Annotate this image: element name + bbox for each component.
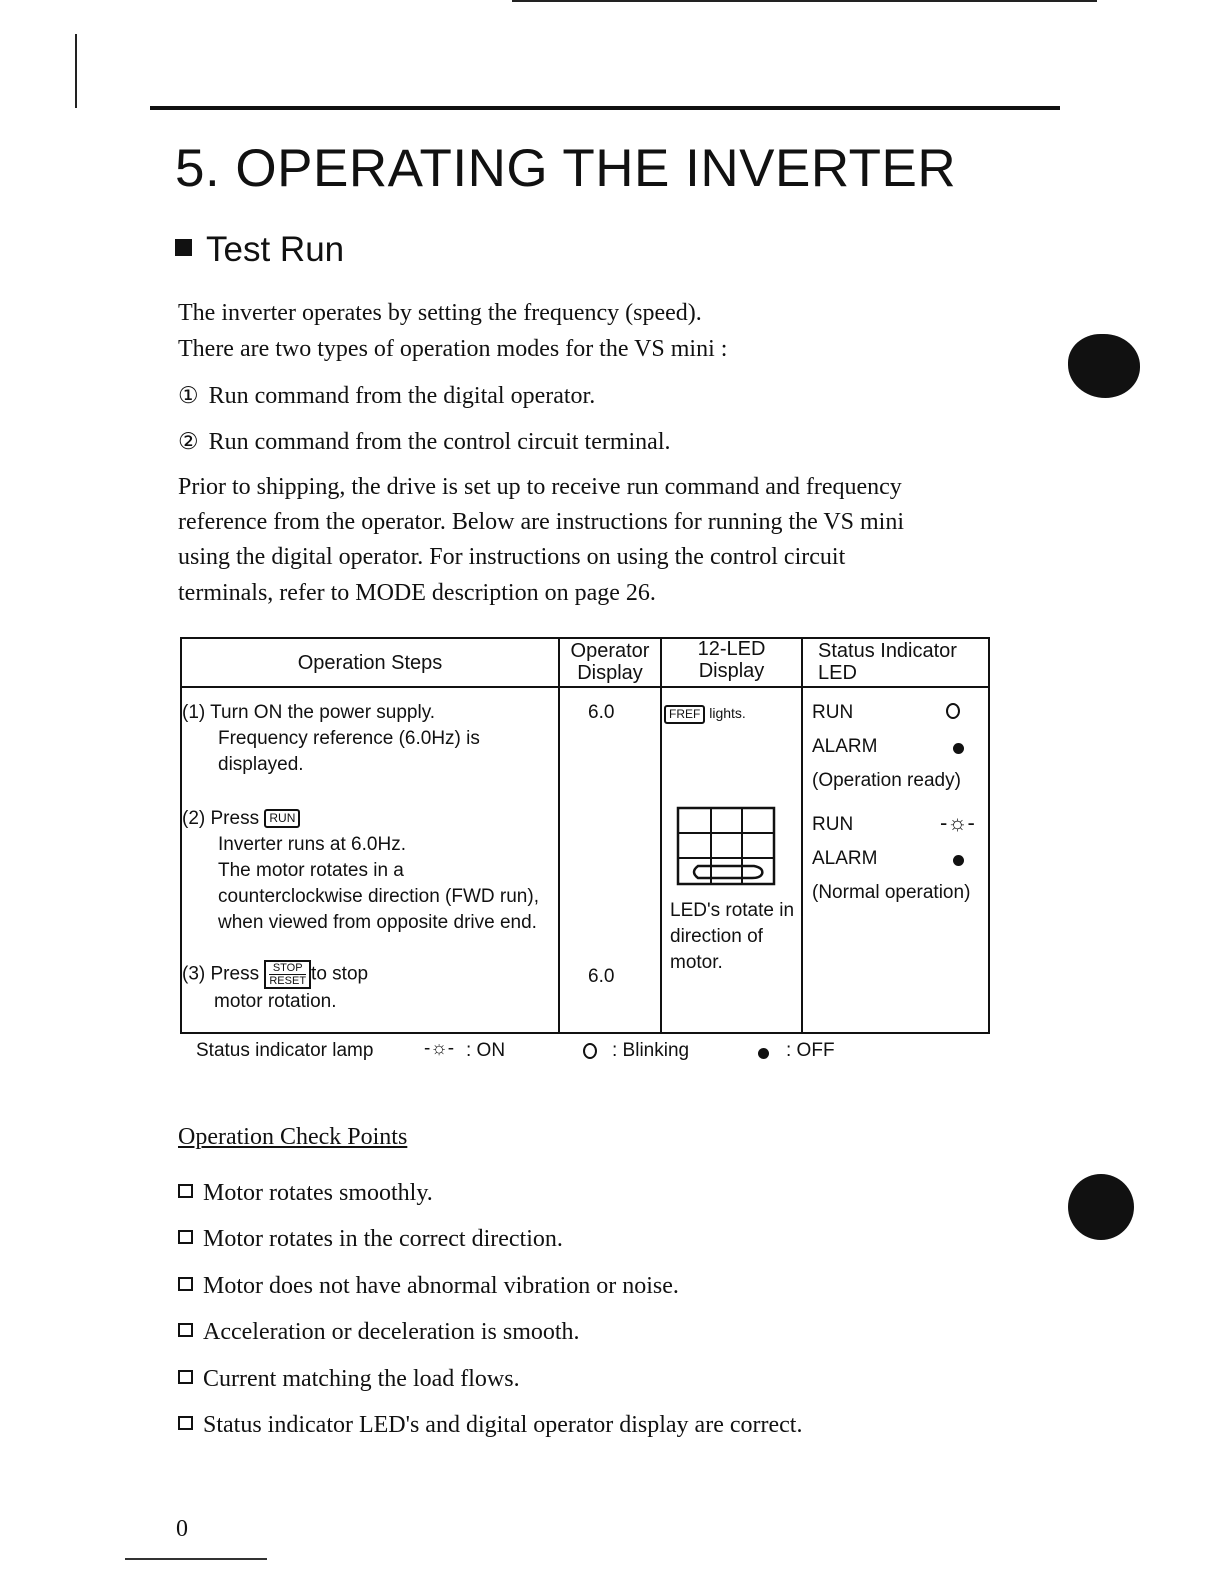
legend-on-icon: -☼- — [424, 1038, 455, 1059]
blinking-lamp-icon — [946, 703, 960, 724]
mode-text-1: Run command from the digital operator. — [208, 383, 596, 409]
circled-number-1: ① — [178, 383, 199, 408]
chapter-title: 5. OPERATING THE INVERTER — [175, 139, 957, 198]
checkpoints-title: Operation Check Points — [178, 1124, 408, 1150]
thumb-tab-marker — [1068, 334, 1140, 398]
table-column-divider — [558, 637, 560, 1032]
step-1-led-display — [664, 700, 746, 726]
footer-rule — [125, 1558, 267, 1560]
title-rule — [150, 106, 1060, 110]
circled-number-2: ② — [178, 429, 199, 454]
step-3-operator-display: 6.0 — [588, 966, 615, 987]
table-column-divider — [801, 637, 803, 1032]
step-1-led-text: lights. — [709, 705, 746, 721]
page-number: 0 — [176, 1516, 188, 1542]
step-2-led-description: LED's rotate in direction of motor. — [670, 900, 795, 973]
prior-line-4: terminals, refer to MODE description on page 26. — [178, 580, 656, 606]
fref-key-icon: FREF — [664, 705, 705, 724]
step-1 — [182, 700, 480, 778]
lamp-off-icon — [953, 741, 964, 759]
table-column-divider — [660, 637, 662, 1032]
step-1-status-note: (Operation ready) — [812, 770, 961, 791]
legend-on: : ON — [466, 1040, 506, 1061]
header-operation-steps: Operation Steps — [297, 652, 443, 674]
step-1-label: (1) Turn ON the power supply. — [182, 702, 436, 723]
checkbox-icon — [178, 1277, 193, 1291]
step-1-line2: Frequency reference (6.0Hz) is — [218, 728, 480, 749]
square-bullet-icon — [175, 239, 192, 256]
step-2-line3: The motor rotates in a — [218, 860, 404, 881]
header-status-indicator: Status Indicator LED — [818, 640, 957, 684]
margin-mark — [75, 94, 77, 108]
list-item: Status indicator LED's and digital operator display are correct. — [178, 1402, 802, 1448]
legend-blinking: : Blinking — [612, 1040, 690, 1061]
list-item: Motor does not have abnormal vibration or noise. — [178, 1263, 802, 1309]
table-header-divider — [180, 686, 988, 688]
checkbox-icon — [178, 1184, 193, 1198]
led-display-icon — [676, 806, 776, 886]
step-3-line2: motor rotation. — [214, 991, 337, 1012]
mode-text-2: Run command from the control circuit terminal. — [208, 429, 671, 455]
step-2-line5: when viewed from opposite drive end. — [218, 912, 537, 933]
mode-item-2 — [178, 424, 1038, 460]
step-3-after-key: to stop — [311, 963, 369, 985]
top-scan-line — [512, 0, 1097, 2]
legend-off-icon — [758, 1046, 769, 1064]
list-item: Motor rotates in the correct direction. — [178, 1216, 802, 1262]
step-1-run-label: RUN — [812, 702, 854, 723]
run-key-icon: RUN — [264, 809, 300, 828]
section-heading — [175, 230, 344, 270]
prior-line-1: Prior to shipping, the drive is set up to receive run command and frequency — [178, 474, 902, 500]
step-2-status-note: (Normal operation) — [812, 882, 971, 903]
margin-mark — [75, 34, 77, 96]
header-12-led-display: 12-LED Display — [697, 638, 766, 682]
list-item: Acceleration or deceleration is smooth. — [178, 1309, 802, 1355]
legend-label: Status indicator lamp — [196, 1040, 374, 1061]
legend-off: : OFF — [786, 1040, 835, 1061]
step-2-line2: Inverter runs at 6.0Hz. — [218, 834, 406, 855]
checkbox-icon — [178, 1230, 193, 1244]
legend-blinking-icon — [583, 1043, 597, 1064]
step-2-line4: counterclockwise direction (FWD run), — [218, 886, 539, 907]
checkbox-icon — [178, 1370, 193, 1384]
mode-item-1 — [178, 378, 1038, 414]
prior-line-3: using the digital operator. For instructions on using the control circuit — [178, 544, 846, 570]
intro-line-1: The inverter operates by setting the frequency (speed). — [178, 300, 702, 326]
list-item: Motor rotates smoothly. — [178, 1170, 802, 1216]
step-2 — [182, 806, 539, 936]
prior-line-2: reference from the operator. Below are instructions for running the VS mini — [178, 509, 905, 535]
checkbox-icon — [178, 1323, 193, 1337]
header-operator-display: Operator Display — [570, 640, 650, 684]
step-1-alarm-label: ALARM — [812, 736, 878, 757]
checkpoints-list — [178, 1170, 802, 1448]
section-title: Test Run — [206, 230, 345, 269]
step-3 — [182, 960, 368, 1015]
step-1-line3: displayed. — [218, 754, 304, 775]
step-2-alarm-label: ALARM — [812, 848, 878, 869]
step-3-label: (3) Press — [182, 963, 260, 985]
intro-line-2: There are two types of operation modes for the VS mini : — [178, 336, 728, 362]
list-item: Current matching the load flows. — [178, 1356, 802, 1402]
step-2-run-label: RUN — [812, 814, 854, 835]
step-2-label: (2) Press — [182, 808, 260, 829]
lamp-on-icon: -☼- — [940, 810, 975, 835]
step-1-operator-display: 6.0 — [588, 702, 615, 723]
checkbox-icon — [178, 1416, 193, 1430]
thumb-tab-marker — [1068, 1174, 1134, 1240]
stop-reset-key-icon: STOP RESET — [264, 960, 311, 989]
lamp-off-icon — [953, 853, 964, 871]
